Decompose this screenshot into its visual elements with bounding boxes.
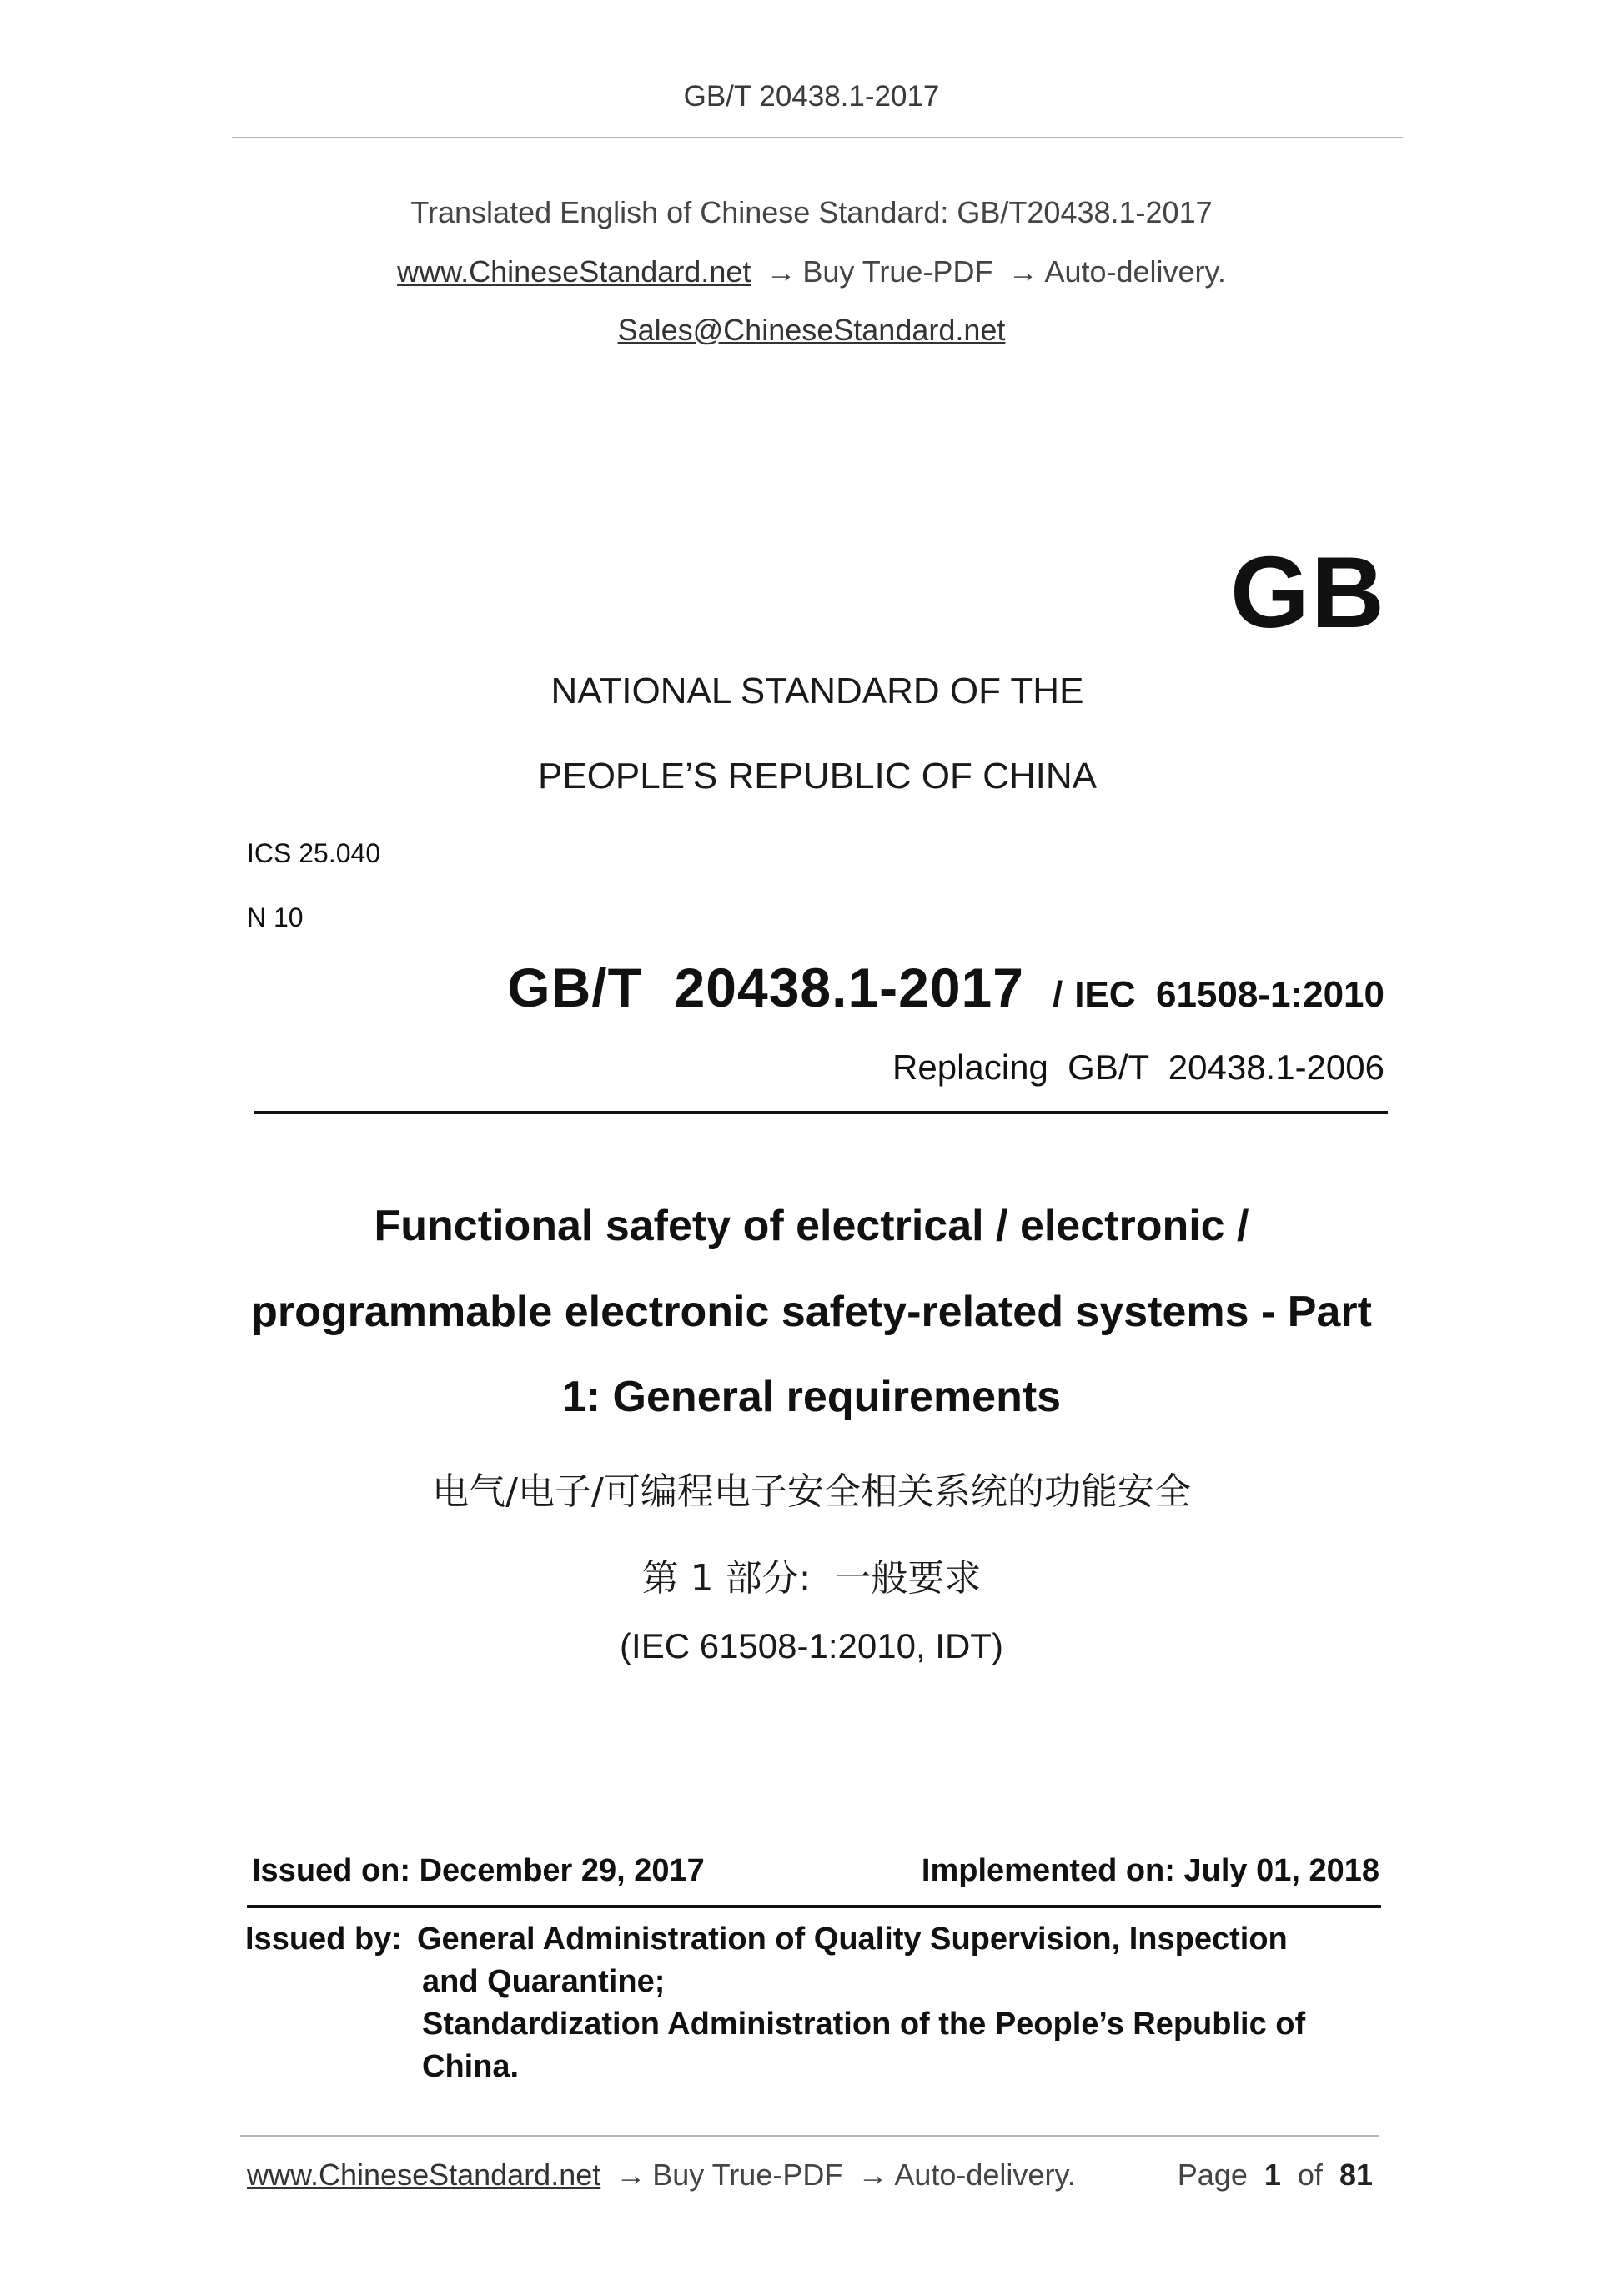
national-standard-country: PEOPLE’S REPUBLIC OF CHINA <box>538 756 1097 796</box>
standard-separator: / <box>1052 974 1063 1015</box>
replacing-standard: Replacing GB/T 20438.1-2006 <box>892 1048 1384 1087</box>
site-link[interactable]: www.ChineseStandard.net <box>397 254 751 289</box>
running-header: GB/T 20438.1-2017 <box>683 80 940 113</box>
gb-logo: GB <box>1230 535 1386 649</box>
title-divider <box>254 1111 1388 1114</box>
footer-site-link[interactable]: www.ChineseStandard.net <box>247 2158 601 2192</box>
iec-equivalent: IEC 61508-1:2010 <box>1074 974 1384 1015</box>
footer-promo <box>247 2158 1076 2193</box>
chinese-subtitle: 第 1 部分: 一般要求 <box>641 1557 982 1600</box>
issuer-line: General Administration of Quality Supervision, Inspection <box>417 1922 1288 1957</box>
implemented-on-date: Implemented on: July 01, 2018 <box>921 1853 1379 1888</box>
national-standard-heading: NATIONAL STANDARD OF THE <box>550 671 1084 711</box>
issued-on-date: Issued on: December 29, 2017 <box>252 1853 705 1888</box>
issuer-list <box>245 1918 1396 2088</box>
footer-buy-text: Buy True-PDF <box>652 2158 843 2192</box>
issuer-line: China. <box>422 2049 520 2084</box>
page-total: 81 <box>1339 2158 1373 2192</box>
title-line-3: 1: General requirements <box>561 1373 1062 1421</box>
issuer-line: Standardization Administration of the People’s Republic of <box>422 2007 1306 2042</box>
promo-email-line <box>0 313 1623 348</box>
chinese-title: 电气/电子/可编程电子安全相关系统的功能安全 <box>432 1470 1191 1513</box>
title-line-1: Functional safety of electrical / electronic / <box>374 1202 1249 1250</box>
arrow-right-icon: → <box>616 2158 646 2192</box>
footer-auto-text: Auto-delivery. <box>894 2158 1076 2192</box>
ics-code: ICS 25.040 <box>247 838 381 868</box>
page-current: 1 <box>1264 2158 1281 2192</box>
header-divider <box>232 137 1403 138</box>
page-of: of <box>1297 2158 1323 2192</box>
buy-true-pdf-text: Buy True-PDF <box>802 254 993 289</box>
identical-adoption-note: (IEC 61508-1:2010, IDT) <box>620 1626 1003 1665</box>
title-line-2: programmable electronic safety-related systems - Part <box>251 1288 1372 1336</box>
issuer-line: and Quarantine; <box>422 1964 666 1999</box>
standard-number: GB/T 20438.1-2017 <box>507 957 1024 1018</box>
sales-email-link[interactable]: Sales@ChineseStandard.net <box>617 313 1006 347</box>
ccs-code: N 10 <box>247 902 304 932</box>
auto-delivery-text: Auto-delivery. <box>1044 254 1226 289</box>
page-label: Page <box>1177 2158 1248 2192</box>
arrow-right-icon: → <box>766 254 796 289</box>
dates-divider <box>247 1905 1381 1908</box>
arrow-right-icon: → <box>1007 254 1038 289</box>
standard-number-line <box>507 956 1384 1019</box>
arrow-right-icon: → <box>857 2158 888 2192</box>
page-indicator <box>1178 2158 1373 2193</box>
footer-divider <box>240 2135 1379 2137</box>
promo-translated-line: Translated English of Chinese Standard: GB/T20438.1-2017 <box>410 195 1213 229</box>
issued-by-label: Issued by: <box>245 1922 402 1957</box>
promo-buy-line <box>0 254 1623 289</box>
